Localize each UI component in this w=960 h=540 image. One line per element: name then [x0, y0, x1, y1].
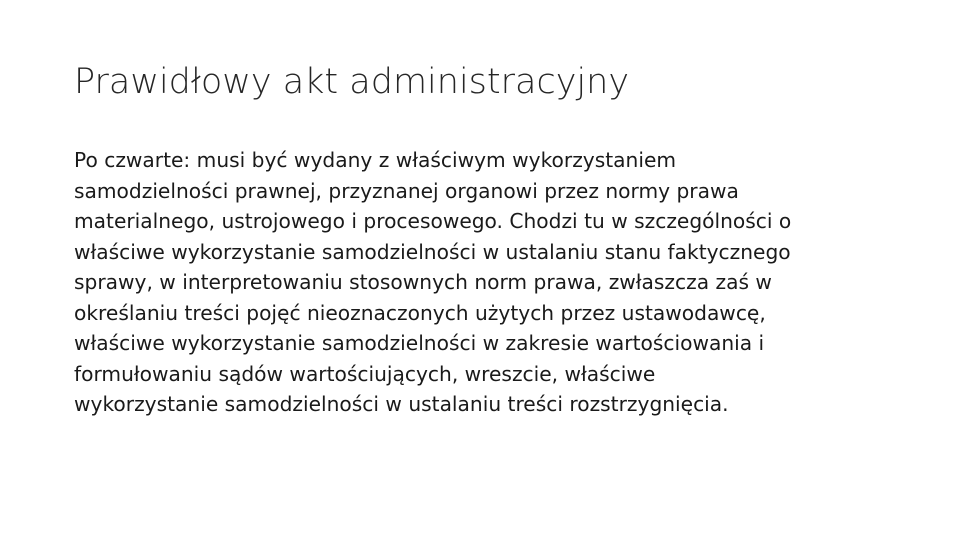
- body-line: formułowaniu sądów wartościujących, wreszcie, właściwe: [74, 361, 656, 386]
- body-line: Po czwarte: musi być wydany z właściwym wykorzystaniem: [74, 148, 677, 172]
- slide-body: [74, 145, 894, 420]
- slide-title: Prawidłowy akt administracyjny: [74, 62, 630, 102]
- body-line: określaniu treści pojęć nieoznaczonych użytych przez ustawodawcę,: [74, 300, 766, 325]
- body-line: wykorzystanie samodzielności w ustalaniu treści rozstrzygnięcia.: [74, 392, 729, 416]
- body-line: samodzielności prawnej, przyznanej organowi przez normy prawa: [74, 178, 739, 203]
- body-line: właściwe wykorzystanie samodzielności w ustalaniu stanu faktycznego: [74, 239, 791, 264]
- body-line: sprawy, w interpretowaniu stosownych norm prawa, zwłaszcza zaś w: [74, 270, 772, 294]
- body-line: materialnego, ustrojowego i procesowego. Chodzi tu w szczególności o: [74, 209, 792, 233]
- body-line: właściwe wykorzystanie samodzielności w zakresie wartościowania i: [74, 331, 765, 355]
